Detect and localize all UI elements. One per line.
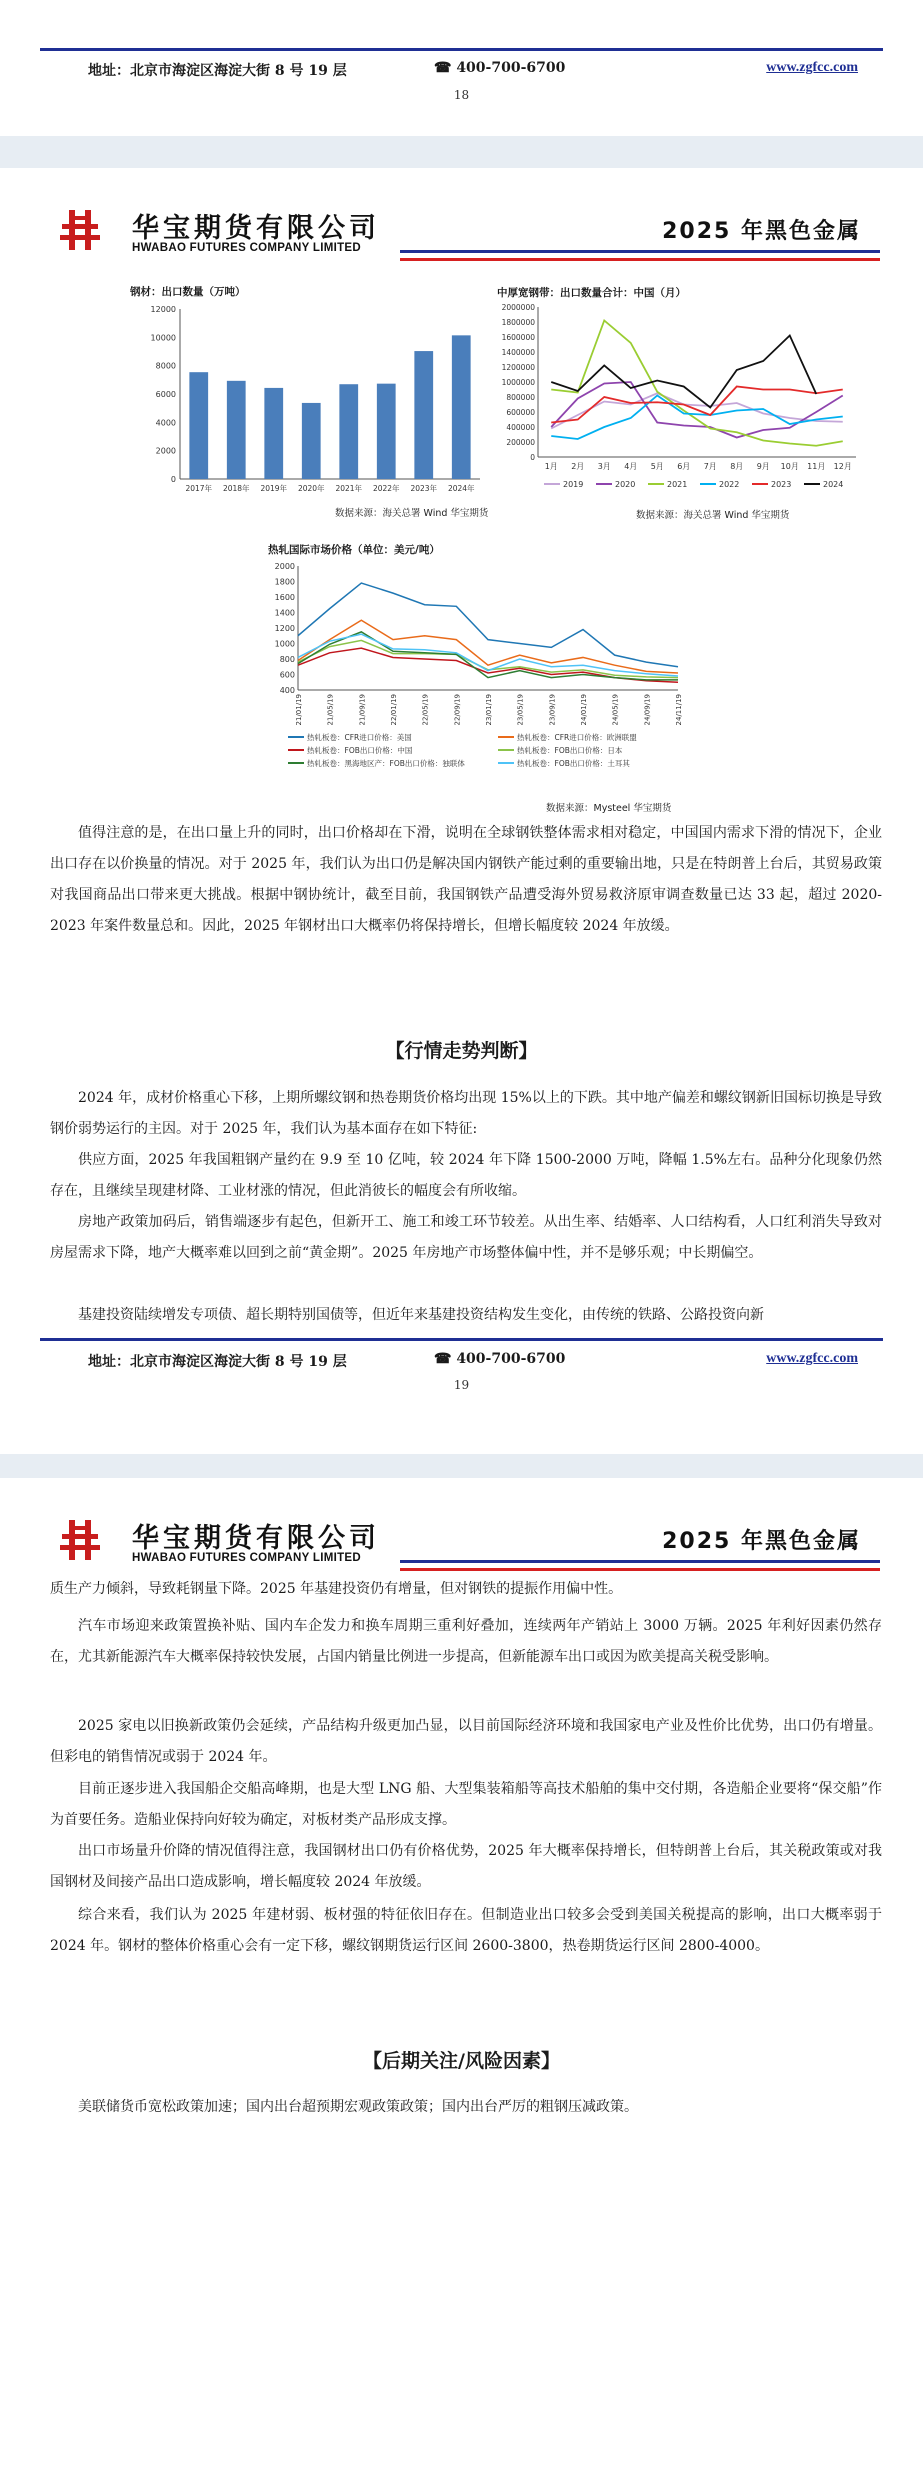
- footer-address: 地址：北京市海淀区海淀大街 8 号 19 层: [88, 63, 347, 79]
- x-tick-label: 5月: [650, 462, 664, 471]
- legend-label: 热轧板卷：FOB出口价格：土耳其: [517, 759, 630, 768]
- y-tick-label: 2000: [274, 562, 295, 571]
- x-tick-label: 11月: [807, 462, 826, 471]
- paragraph-trend-intro: 2024 年，成材价格重心下移，上期所螺纹钢和热卷期货价格均出现 15%以上的下跌。其中地产偏差和螺纹钢新旧国标切换是导致钢价弱势运行的主因。对于 2025 年，我们认为基本面存在如下特征:: [50, 1090, 882, 1137]
- x-tick-label: 24/09/19: [643, 694, 652, 726]
- x-tick-label: 10月: [780, 462, 799, 471]
- x-tick-label: 6月: [677, 462, 691, 471]
- x-tick-label: 2018年: [222, 484, 250, 493]
- x-tick-label: 23/05/19: [516, 694, 525, 726]
- y-tick-label: 400000: [506, 423, 535, 432]
- bar: [189, 372, 208, 479]
- legend-label: 热轧板卷：黑海地区产：FOB出口价格：独联体: [307, 759, 465, 768]
- series-line: [298, 634, 678, 676]
- header-rule-blue: [400, 1560, 880, 1563]
- y-tick-label: 1600000: [501, 333, 535, 342]
- y-tick-label: 600: [279, 670, 295, 680]
- x-tick-label: 2024年: [447, 484, 475, 493]
- y-tick-label: 800000: [506, 393, 535, 402]
- y-tick-label: 1200000: [501, 363, 535, 372]
- y-tick-label: 2000000: [501, 303, 535, 312]
- bar: [339, 384, 358, 479]
- report-title: 2025 年黑色金属: [662, 219, 861, 244]
- y-tick-label: 600000: [506, 408, 535, 417]
- x-tick-label: 2020年: [297, 484, 325, 493]
- legend-label: 2022: [719, 480, 740, 489]
- x-tick-label: 9月: [756, 462, 770, 471]
- y-tick-label: 200000: [506, 438, 535, 447]
- x-tick-label: 2021年: [335, 484, 363, 493]
- y-tick-label: 400: [279, 686, 295, 695]
- y-tick-label: 2000: [155, 446, 176, 456]
- footer: [88, 60, 858, 82]
- footer-divider: [40, 48, 883, 51]
- y-tick-label: 6000: [155, 390, 176, 399]
- legend-label: 热轧板卷：CFR进口价格：欧洲联盟: [517, 733, 637, 742]
- bar: [227, 381, 246, 479]
- page-gap: [0, 136, 923, 168]
- x-tick-label: 24/05/19: [611, 694, 620, 726]
- page-19: [0, 168, 923, 1454]
- y-tick-label: 8000: [155, 361, 176, 371]
- x-tick-label: 24/11/19: [675, 694, 683, 726]
- chart-monthly-export: [488, 301, 868, 513]
- footer-address: 地址：北京市海淀区海淀大街 8 号 19 层: [88, 1354, 347, 1370]
- header-rule-red: [400, 1568, 880, 1571]
- chart-hot-rolled-price: [256, 558, 686, 798]
- y-tick-label: 10000: [150, 333, 176, 343]
- paragraph-export-price: 值得注意的是，在出口量上升的同时，出口价格却在下滑，说明在全球钢铁整体需求相对稳定，中国国内需求下滑的情况下，企业出口存在以价换量的情况。对于 2025 年，我们认为出口仍是解决国内钢铁产能过剩的重要输出地，只是在特朗普上台后，其贸易政策对我国商品出口带来更大挑战。根据中钢协统计，截至目前，我国钢铁产品遭受海外贸易救济原审调查数量已达 33 起，超过 2020-2023 年案件数量总和。因此，2025 年钢材出口大概率仍将保持增长，但增长幅度较 2024 年放缓。: [50, 825, 882, 934]
- y-tick-label: 1800000: [501, 318, 535, 327]
- footer-phone: ☎ 400-700-6700: [434, 60, 566, 76]
- x-tick-label: 22/09/19: [453, 694, 462, 726]
- series-line: [298, 620, 678, 673]
- x-tick-label: 24/01/19: [580, 694, 588, 726]
- bar: [414, 351, 433, 479]
- paragraph-risk: 美联储货币宽松政策加速；国内出台超预期宏观政策政策；国内出台严厉的粗钢压减政策。: [78, 2099, 638, 2115]
- bar: [264, 388, 283, 479]
- legend-label: 2020: [615, 480, 636, 489]
- footer-phone: ☎ 400-700-6700: [434, 1351, 566, 1367]
- company-name-cn: 华宝期货有限公司: [132, 213, 380, 244]
- x-tick-label: 2019年: [260, 484, 288, 493]
- footer-divider: [40, 1338, 883, 1341]
- y-tick-label: 12000: [150, 305, 176, 314]
- bar: [377, 384, 396, 479]
- page-20: [0, 1478, 923, 2481]
- company-logo-icon: [60, 1516, 100, 1562]
- company-name-en: HWABAO FUTURES COMPANY LIMITED: [132, 242, 361, 254]
- company-name-cn: 华宝期货有限公司: [132, 1523, 380, 1554]
- paragraph-appliances: 2025 家电以旧换新政策仍会延续，产品结构升级更加凸显，以目前国际经济环境和我国家电产业及性价比优势，出口仍有增量。但彩电的销售情况或弱于 2024 年。: [50, 1718, 882, 1765]
- series-line-2022: [551, 396, 843, 440]
- y-tick-label: 1200: [274, 624, 295, 633]
- section-title-trend: 【行情走势判断】: [385, 1040, 538, 1062]
- chart-monthly-export-source: 数据来源：海关总署 Wind 华宝期货: [636, 510, 790, 521]
- paragraph-infrastructure-b: 质生产力倾斜，导致耗钢量下降。2025 年基建投资仍有增量，但对钢铁的提振作用偏中性。: [50, 1581, 623, 1597]
- company-logo-icon: [60, 206, 100, 252]
- paragraph-shipbuilding: 目前正逐步进入我国船企交船高峰期，也是大型 LNG 船、大型集装箱船等高技术船舶的集中交付期，各造船企业要将“保交船”作为首要任务。造船业保持向好较为确定，对板材类产品形成支撑。: [50, 1781, 882, 1828]
- y-tick-label: 0: [530, 453, 535, 462]
- legend-label: 热轧板卷：CFR进口价格：美国: [307, 733, 412, 742]
- x-tick-label: 2月: [571, 462, 585, 471]
- page-number: 19: [453, 1378, 470, 1392]
- x-tick-label: 21/01/19: [295, 694, 303, 726]
- paragraph-exports: 出口市场量升价降的情况值得注意，我国钢材出口仍有价格优势，2025 年大概率保持增长，但特朗普上台后，其关税政策或对我国钢材及间接产品出口造成影响，增长幅度较 2024 年放缓。: [50, 1843, 882, 1890]
- chart-export-qty-title: 钢材：出口数量（万吨）: [130, 286, 246, 298]
- x-tick-label: 23/01/19: [485, 694, 493, 726]
- header-rule-red: [400, 258, 880, 261]
- series-line-2024: [551, 336, 816, 408]
- chart-hot-rolled-title: 热轧国际市场价格（单位：美元/吨）: [268, 544, 440, 556]
- y-tick-label: 1400: [274, 608, 295, 618]
- legend-label: 2023: [771, 480, 792, 489]
- y-tick-label: 1600: [274, 593, 295, 602]
- x-tick-label: 12月: [833, 462, 852, 471]
- x-tick-label: 23/09/19: [548, 694, 557, 726]
- x-tick-label: 3月: [597, 462, 611, 471]
- y-tick-label: 1000000: [501, 378, 535, 387]
- chart-hot-rolled-source: 数据来源：Mysteel 华宝期货: [546, 803, 672, 814]
- paragraph-infrastructure-a: 基建投资陆续增发专项债、超长期特别国债等，但近年来基建投资结构发生变化，由传统的铁路、公路投资向新: [78, 1307, 764, 1323]
- legend-label: 2019: [563, 480, 584, 489]
- page-18-tail: [0, 0, 923, 136]
- bar: [302, 403, 321, 479]
- x-tick-label: 2023年: [410, 484, 438, 493]
- paragraph-real-estate: 房地产政策加码后，销售端逐步有起色，但新开工、施工和竣工环节较差。从出生率、结婚率、人口结构看，人口红利消失导致对房屋需求下降，地产大概率难以回到之前“黄金期”。2025 年房地产市场整体偏中性，并不是够乐观；中长期偏空。: [50, 1214, 882, 1261]
- paragraph-supply: 供应方面，2025 年我国粗钢产量约在 9.9 至 10 亿吨，较 2024 年下降 1500-2000 万吨，降幅 1.5%左右。品种分化现象仍然存在，且继续呈现建材降、工业材涨的情况，但此消彼长的幅度会有所收缩。: [50, 1152, 882, 1199]
- legend-label: 2021: [667, 480, 688, 489]
- x-tick-label: 21/05/19: [326, 694, 335, 726]
- legend-label: 热轧板卷：FOB出口价格：中国: [307, 746, 413, 755]
- page-number: 18: [453, 88, 470, 102]
- y-tick-label: 4000: [155, 418, 176, 428]
- x-tick-label: 7月: [703, 462, 717, 471]
- series-line: [298, 640, 678, 677]
- x-tick-label: 2022年: [372, 484, 400, 493]
- chart-export-qty-source: 数据来源：海关总署 Wind 华宝期货: [335, 508, 489, 519]
- bar: [452, 335, 471, 479]
- company-name-en: HWABAO FUTURES COMPANY LIMITED: [132, 1552, 361, 1564]
- page-gap: [0, 1454, 923, 1478]
- chart-export-qty: [130, 299, 490, 499]
- y-tick-label: 800: [279, 655, 295, 664]
- x-tick-label: 21/09/19: [358, 694, 367, 726]
- x-tick-label: 22/05/19: [421, 694, 430, 726]
- section-title-risk: 【后期关注/风险因素】: [363, 2050, 560, 2072]
- legend-label: 2024: [823, 480, 844, 489]
- y-tick-label: 0: [170, 475, 176, 484]
- x-tick-label: 1月: [544, 462, 558, 471]
- x-tick-label: 22/01/19: [390, 694, 398, 726]
- legend-label: 热轧板卷：FOB出口价格：日本: [517, 746, 623, 755]
- footer-website-link[interactable]: www.zgfcc.com: [766, 1351, 858, 1366]
- x-tick-label: 2017年: [185, 484, 213, 493]
- report-title: 2025 年黑色金属: [662, 1529, 861, 1554]
- header-rule-blue: [400, 250, 880, 253]
- chart-monthly-export-title: 中厚宽钢带：出口数量合计：中国（月）: [497, 287, 686, 299]
- footer: [88, 1351, 858, 1373]
- x-tick-label: 8月: [730, 462, 744, 471]
- x-tick-label: 4月: [624, 462, 638, 471]
- paragraph-auto: 汽车市场迎来政策置换补贴、国内车企发力和换车周期三重利好叠加，连续两年产销站上 3000 万辆。2025 年利好因素仍然存在，尤其新能源汽车大概率保持较快发展，占国内销量比例进一步提高，但新能源车出口或因为欧美提高关税受影响。: [50, 1618, 882, 1665]
- y-tick-label: 1800: [274, 577, 295, 587]
- y-tick-label: 1000: [274, 639, 295, 649]
- footer-website-link[interactable]: www.zgfcc.com: [766, 60, 858, 75]
- y-tick-label: 1400000: [501, 348, 535, 357]
- paragraph-summary: 综合来看，我们认为 2025 年建材弱、板材强的特征依旧存在。但制造业出口较多会受到美国关税提高的影响，出口大概率弱于 2024 年。钢材的整体价格重心会有一定下移，螺纹钢期货运行区间 2600-3800，热卷期货运行区间 2800-4000。: [50, 1907, 882, 1954]
